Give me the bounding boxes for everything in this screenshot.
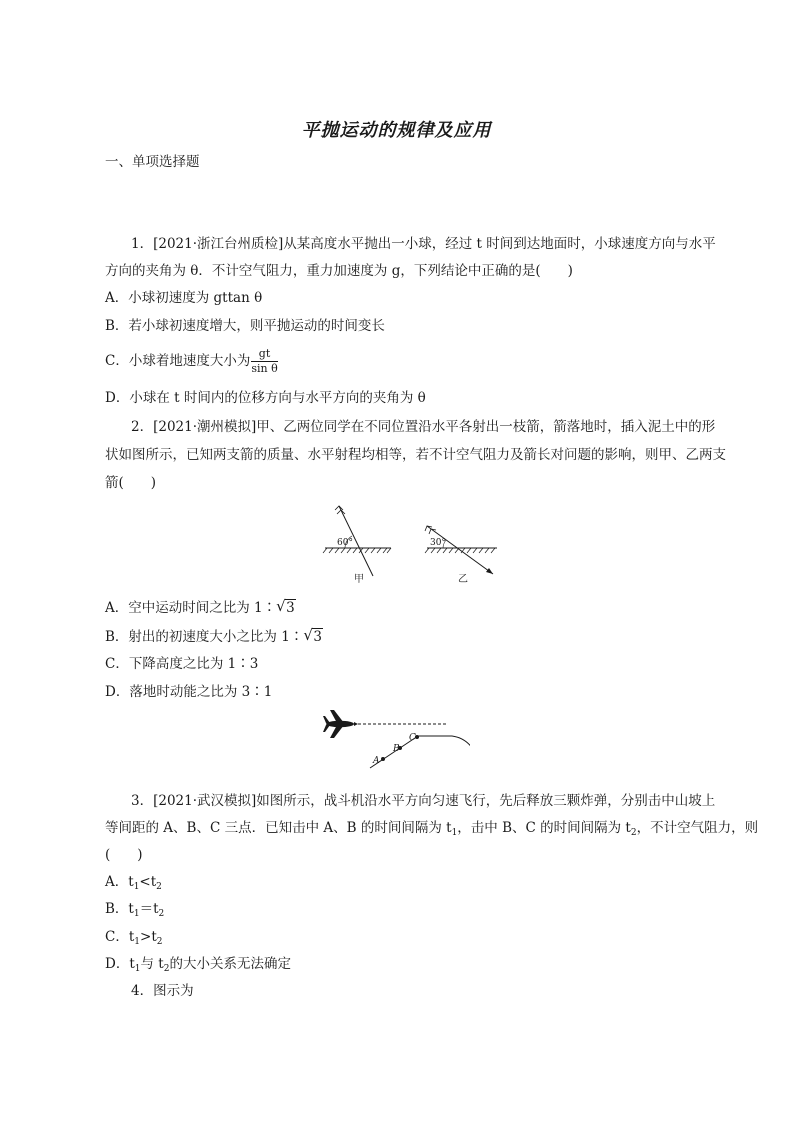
point-label-c: C xyxy=(409,733,416,743)
q3-stem-line2 xyxy=(105,819,758,842)
figure-label-jia: 甲 xyxy=(354,574,364,585)
q3-option-b xyxy=(105,900,164,923)
var-t: t xyxy=(153,901,159,917)
subscript: 1 xyxy=(134,964,141,974)
q3-stem-text: 等间距的 A、B、C 三点．已知击中 A、B 的时间间隔为 t xyxy=(105,820,452,836)
q3-stem-line1: 3．[2021·武汉模拟]如图所示，战斗机沿水平方向匀速飞行，先后释放三颗炸弹，分别击中山坡上 xyxy=(131,793,716,809)
q3-stem-line3: ( ) xyxy=(105,847,143,863)
point-label-a: A xyxy=(373,756,380,766)
q1-stem-line1: 1．[2021·浙江台州质检]从某高度水平抛出一小球，经过 t 时间到达地面时，小球速度方向与水平 xyxy=(131,236,716,252)
arrows-figure xyxy=(315,498,515,590)
var-t: t xyxy=(158,956,164,972)
var-t: t xyxy=(129,956,135,972)
subscript: 1 xyxy=(133,882,140,892)
section-heading: 一、单项选择题 xyxy=(105,154,200,170)
q1-option-c xyxy=(105,348,278,375)
subscript: 2 xyxy=(163,964,170,974)
airplane-icon xyxy=(323,710,358,738)
subscript: 1 xyxy=(133,909,140,919)
subscript: 2 xyxy=(156,882,162,892)
q3-option-d-text: 的大小关系无法确定 xyxy=(169,956,291,972)
q2-option-b xyxy=(105,628,323,646)
var-t: t xyxy=(128,901,134,917)
fraction-denominator: sin θ xyxy=(251,362,278,375)
var-t: t xyxy=(128,874,134,890)
option-label: A． xyxy=(105,874,129,890)
page-title: 平抛运动的规律及应用 xyxy=(301,120,492,141)
q2-option-a xyxy=(105,599,296,617)
figure-label-yi: 乙 xyxy=(458,574,468,585)
operator: > xyxy=(140,929,152,945)
q1-option-d: D．小球在 t 时间内的位移方向与水平方向的夹角为 θ xyxy=(105,390,426,406)
point-label-b: B xyxy=(393,744,400,754)
option-label: B． xyxy=(105,901,129,917)
q3-option-a xyxy=(105,873,162,896)
q3-option-c xyxy=(105,928,163,951)
q2-stem-line1: 2．[2021·潮州模拟]甲、乙两位同学在不同位置沿水平各射出一枝箭，箭落地时，插入泥土中的形 xyxy=(131,419,716,435)
q3-stem-text: ，不计空气阻力，则 xyxy=(636,820,759,836)
operator: ＝ xyxy=(139,901,154,917)
sqrt-icon: √ xyxy=(303,626,313,644)
fraction xyxy=(251,348,277,375)
q1-option-c-text: C．小球着地速度大小为 xyxy=(105,353,251,369)
option-label: D． xyxy=(105,956,130,972)
q2-option-c: C．下降高度之比为 1∶3 xyxy=(105,656,259,672)
angle-label-60: 60° xyxy=(337,538,353,548)
q3-option-d xyxy=(105,955,291,978)
sqrt-icon: √ xyxy=(276,597,286,615)
q2-option-a-text: A．空中运动时间之比为 1∶ xyxy=(105,600,277,616)
sqrt-radicand: 3 xyxy=(286,600,295,616)
q2-stem-line2: 状如图所示，已知两支箭的质量、水平射程均相等，若不计空气阻力及箭长对问题的影响，则甲、乙两支 xyxy=(105,447,726,463)
q3-option-d-text: 与 xyxy=(140,956,159,972)
subscript: 2 xyxy=(158,909,165,919)
sqrt-radicand: 3 xyxy=(313,629,322,645)
sqrt-expression xyxy=(276,599,296,617)
subscript: 1 xyxy=(134,937,141,947)
fighter-hill-figure xyxy=(320,706,470,778)
q2-option-d: D．落地时动能之比为 3∶1 xyxy=(105,684,273,700)
subscript: 2 xyxy=(156,937,163,947)
q1-stem-line2: 方向的夹角为 θ．不计空气阻力，重力加速度为 g，下列结论中正确的是( ) xyxy=(105,263,573,279)
subscript: 1 xyxy=(451,828,458,838)
var-t: t xyxy=(151,929,157,945)
option-label: C． xyxy=(105,929,129,945)
arrow-right xyxy=(427,526,493,574)
sqrt-expression xyxy=(303,628,323,646)
var-t: t xyxy=(128,929,135,945)
fraction-numerator: gt xyxy=(251,348,277,362)
q1-option-a: A．小球初速度为 gttan θ xyxy=(105,290,263,306)
q3-stem-text: ，击中 B、C 的时间间隔为 t xyxy=(457,820,631,836)
q4-stem-line1: 4．图示为 xyxy=(131,983,194,999)
q1-option-b: B．若小球初速度增大，则平抛运动的时间变长 xyxy=(105,318,385,334)
subscript: 2 xyxy=(630,828,637,838)
q2-option-b-text: B．射出的初速度大小之比为 1∶ xyxy=(105,629,304,645)
var-t: t xyxy=(150,874,157,890)
q2-stem-line3: 箭( ) xyxy=(105,475,157,491)
angle-label-30: 30° xyxy=(430,538,446,548)
operator: < xyxy=(139,874,151,890)
